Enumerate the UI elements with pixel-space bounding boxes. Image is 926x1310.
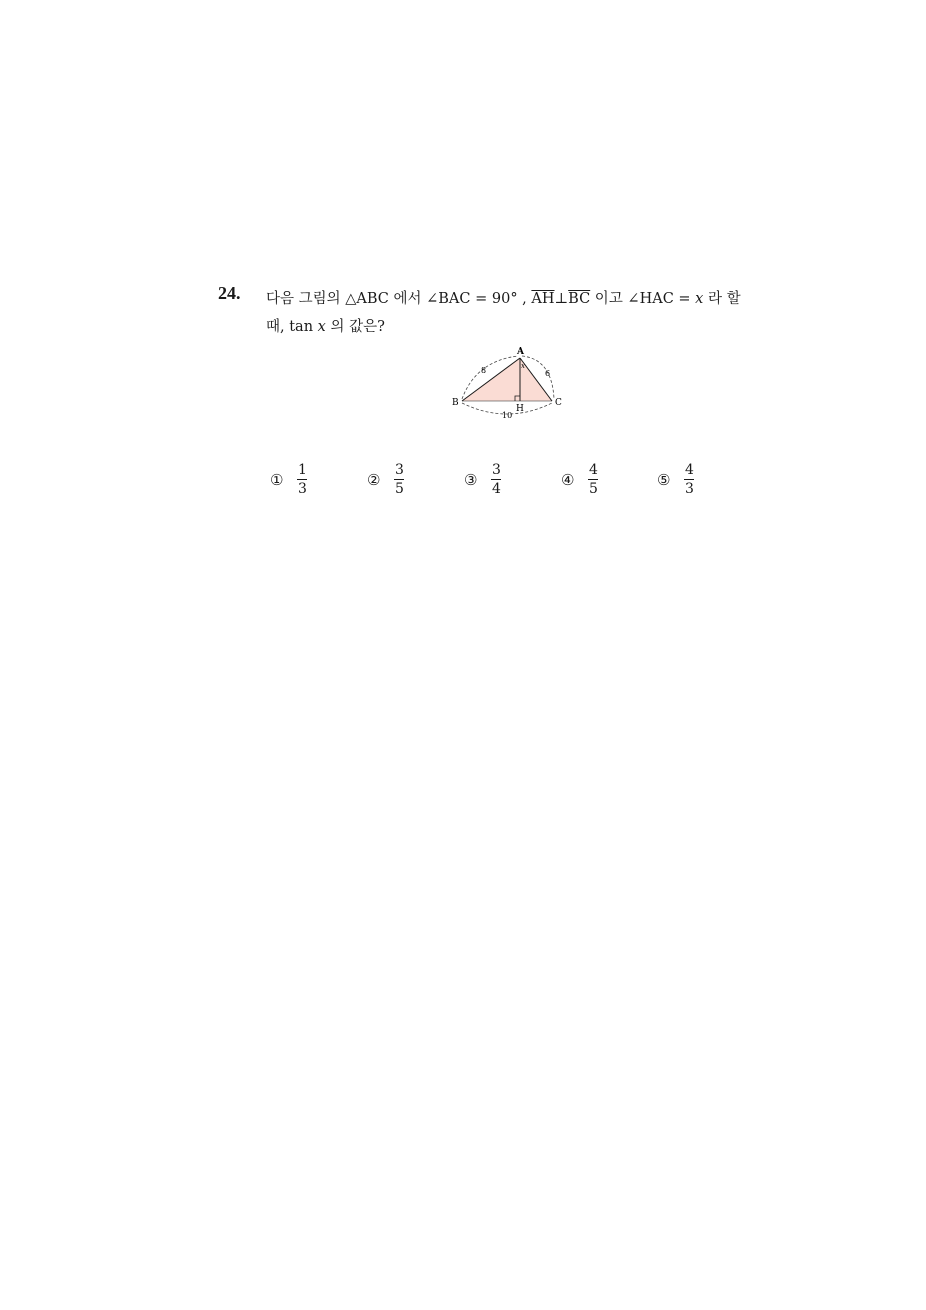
choice-4[interactable] xyxy=(561,462,598,497)
question-line-1: 다음 그림의 △ABC 에서 ∠BAC = 90° , $\overline{AH}\perp\overline{BC}$ 이고 ∠HAC = x 라 할 xyxy=(266,291,741,307)
fraction: $\frac{4}{3}$ xyxy=(684,462,694,497)
question-text xyxy=(266,285,766,341)
triangle-figure xyxy=(448,345,574,425)
length-ab: 8 xyxy=(481,366,487,375)
choice-marker: ② xyxy=(367,470,381,489)
choice-1[interactable] xyxy=(270,462,307,497)
fraction: $\frac{1}{3}$ xyxy=(297,462,307,497)
choice-marker: ⑤ xyxy=(657,470,671,489)
triangle-fill xyxy=(462,358,552,401)
label-c: C xyxy=(555,398,562,408)
length-bc: 10 xyxy=(502,411,513,420)
label-h: H xyxy=(516,404,524,414)
choice-3[interactable] xyxy=(464,462,501,497)
fraction: $\frac{4}{5}$ xyxy=(588,462,598,497)
variable-x: x xyxy=(317,319,326,335)
choice-marker: ③ xyxy=(464,470,478,489)
answer-choices xyxy=(0,462,926,502)
label-a: A xyxy=(517,347,524,357)
choice-5[interactable] xyxy=(657,462,694,497)
question-line-2: 때, tan x 의 값은? xyxy=(266,319,385,335)
length-ac: 6 xyxy=(545,369,551,378)
fraction: $\frac{3}{4}$ xyxy=(491,462,501,497)
segment-ah: $\overline{AH}$ xyxy=(531,291,555,307)
choice-marker: ① xyxy=(270,470,284,489)
variable-x: x xyxy=(695,291,704,307)
segment-bc: $\overline{BC}$ xyxy=(568,291,591,307)
label-x: x xyxy=(521,362,525,370)
choice-2[interactable] xyxy=(367,462,404,497)
label-b: B xyxy=(452,398,459,408)
question-number: 24. xyxy=(218,283,241,303)
choice-marker: ④ xyxy=(561,470,575,489)
fraction: $\frac{3}{5}$ xyxy=(394,462,404,497)
